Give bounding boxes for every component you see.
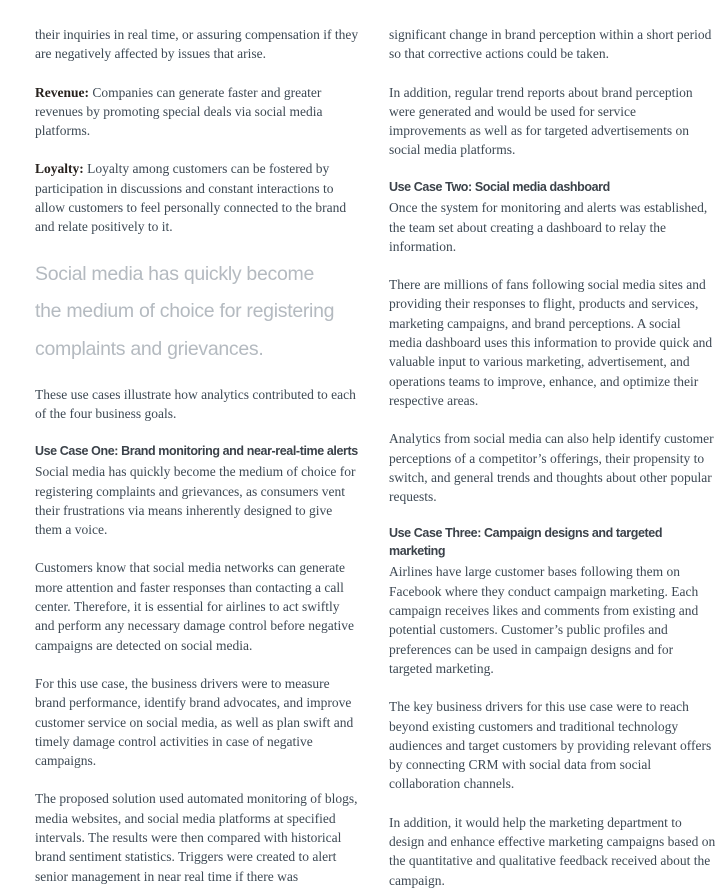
- paragraph: significant change in brand perception within a short period so that corrective actions could be taken.: [389, 27, 712, 62]
- paragraph: their inquiries in real time, or assuring compensation if they are negatively affected by issues that arise.: [35, 27, 359, 62]
- paragraph: In addition, it would help the marketing department to design and enhance effective marketing campaigns based on the quantitative and qualitative feedback received about the campaign.: [389, 814, 716, 888]
- section-heading: [389, 179, 716, 197]
- pull-quote-line: Social media has quickly become: [35, 262, 315, 285]
- section-heading-line: Use Case Three: Campaign designs and targeted: [389, 526, 663, 541]
- section-heading-line: Use Case Two: Social media dashboard: [389, 179, 610, 194]
- paragraph: For this use case, the business drivers were to measure brand performance, identify brand advocates, and improve customer service on social media, as well as plan swift and timely damage control activities in case of negative campaigns.: [35, 675, 354, 769]
- paragraph: Customers know that social media networks can generate more attention and faster responses than contacting a call center. Therefore, it is essential for airlines to act swiftly and perform any necessary damage control before negative campaigns are detected on social media.: [35, 560, 354, 653]
- section-heading-line: marketing: [389, 543, 446, 558]
- pull-quote-line: the medium of choice for registering: [35, 300, 335, 323]
- paragraph-lead: Loyalty:: [35, 161, 84, 177]
- right-column: [389, 25, 716, 895]
- paragraph: Once the system for monitoring and alerts was established, the team set about creating a dashboard to relay the information.: [389, 200, 708, 254]
- paragraph: [35, 159, 362, 236]
- paragraph-lead: Revenue:: [35, 84, 89, 100]
- paragraph: Analytics from social media can also help identify customer perceptions of a competitor’s offerings, their propensity to switch, and general trends and thoughts about other popular requests.: [389, 431, 714, 505]
- paragraph: Airlines have large customer bases following them on Facebook where they conduct campaign marketing. Each campaign receives likes and comments from existing and potential customers. Customer’s public profiles and preferences can be used in campaign designs and for targeted marketing.: [389, 564, 699, 676]
- paragraph: [35, 83, 362, 141]
- paragraph: In addition, regular trend reports about brand perception were generated and would be used for service improvements as well as for targeted advertisements on social media platforms.: [389, 84, 693, 158]
- paragraph: The proposed solution used automated monitoring of blogs, media websites, and social media platforms at specified intervals. The results were then compared with historical brand sentiment statistics. Triggers were created to alert senior management in near real time if there was: [35, 791, 358, 884]
- paragraph: The key business drivers for this use case were to reach beyond existing customers and traditional technology audiences and target customers by providing relevant offers by connecting CRM with social data from social collaboration channels.: [389, 699, 712, 792]
- paragraph: These use cases illustrate how analytics contributed to each of the four business goals.: [35, 387, 356, 422]
- paragraph: There are millions of fans following social media sites and providing their responses to flight, products and services, marketing campaigns, and brand perceptions. A social media dashboard uses this information to provide quick and valuable input to various marketing, advertisement, and operations teams to improve, enhance, and optimize their respective areas.: [389, 277, 713, 408]
- paragraph: Social media has quickly become the medium of choice for registering complaints and grievances, as consumers vent their frustrations via means inherently designed to give them a voice.: [35, 464, 356, 538]
- pull-quote: [35, 256, 362, 369]
- section-heading: [389, 525, 716, 560]
- section-heading: [35, 443, 362, 461]
- section-heading-line: Use Case One: Brand monitoring and near-real-time alerts: [35, 443, 358, 458]
- pull-quote-line: complaints and grievances.: [35, 337, 264, 360]
- left-column: [35, 25, 362, 895]
- paragraph-text: Companies can generate faster and greater revenues by promoting special deals via social media platforms.: [35, 84, 323, 139]
- paragraph-text: Loyalty among customers can be fostered by participation in discussions and constant interactions to allow customers to feel personally connected to the brand and relate positively to it.: [35, 161, 347, 235]
